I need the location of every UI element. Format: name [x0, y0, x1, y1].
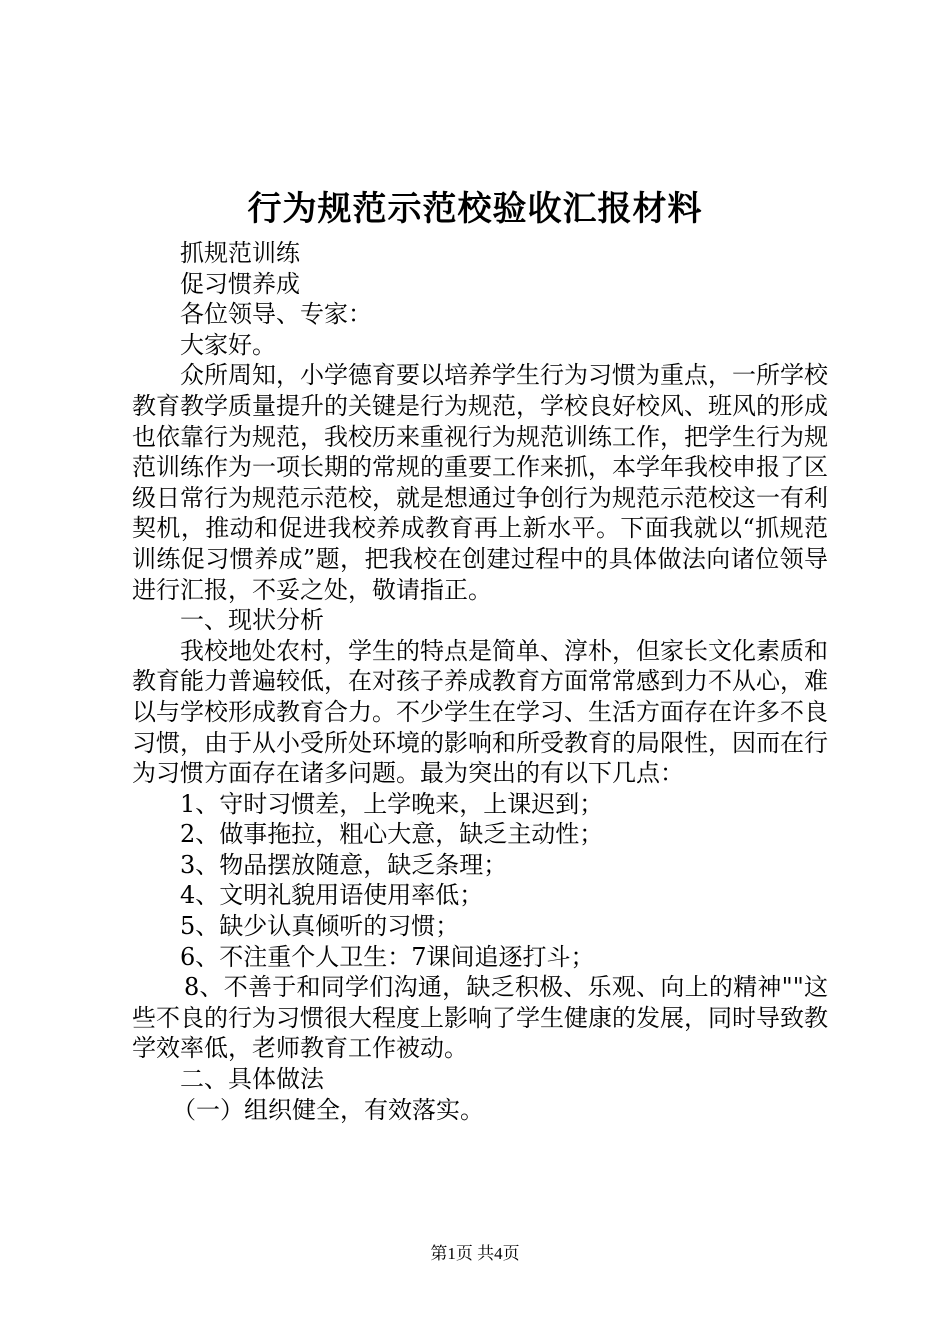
subtitle-line-2: 促习惯养成: [180, 269, 300, 298]
list-item: 2、做事拖拉，粗心大意，缺乏主动性；: [180, 820, 604, 849]
section-heading-2: 二、具体做法: [180, 1065, 324, 1094]
intro-paragraph: 众所周知，小学德育要以培养学生行为习惯为重点，一所学校教育教学质量提升的关键是行为规范，学校良好校风、班风的形成也依靠行为规范，我校历来重视行为规范训练工作，把学生行为规范训练作为一项长期的常规的重要工作来抓，本学年我校申报了区级日常行为规范示范校，就是想通过争创行为规范示范校这一有利契机，推动和促进我校养成教育再上新水平。下面我就以“抓规范训练促习惯养成”题，把我校在创建过程中的具体做法向诸位领导进行汇报，不妥之处，敬请指正。: [132, 361, 828, 604]
section-heading-1: 一、现状分析: [180, 606, 324, 635]
list-item: 4、文明礼貌用语使用率低；: [180, 881, 484, 910]
list-item: 5、缺少认真倾听的习惯；: [180, 912, 460, 941]
subsection-heading: （一）组织健全，有效落实。: [172, 1095, 484, 1124]
subtitle-line-1: 抓规范训练: [180, 239, 300, 267]
document-title: 行为规范示范校验收汇报材料: [247, 189, 703, 229]
document-body: [132, 238, 828, 1125]
analysis-paragraph: 我校地处农村，学生的特点是简单、淳朴，但家长文化素质和教育能力普遍较低，在对孩子养成教育方面常常感到力不从心，难以与学校形成教育合力。不少学生在学习、生活方面存在许多不良习惯，由于从小受所处环境的影响和所受教育的局限性，因而在行为习惯方面存在诸多问题。最为突出的有以下几点：: [132, 636, 828, 788]
list-item: 3、物品摆放随意，缺乏条理；: [180, 850, 508, 879]
page-footer: 第1页 共4页: [430, 1244, 520, 1263]
salutation: 各位领导、专家：: [180, 300, 372, 329]
list-item: 6、不注重个人卫生：7课间追逐打斗；: [180, 942, 595, 971]
list-item: 8、不善于和同学们沟通，缺乏积极、乐观、向上的精神""这些不良的行为习惯很大程度上影响了学生健康的发展，同时导致教学效率低，老师教育工作被动。: [132, 973, 828, 1063]
list-item: 1、守时习惯差，上学晚来，上课迟到；: [180, 789, 604, 818]
greeting: 大家好。: [180, 330, 276, 359]
